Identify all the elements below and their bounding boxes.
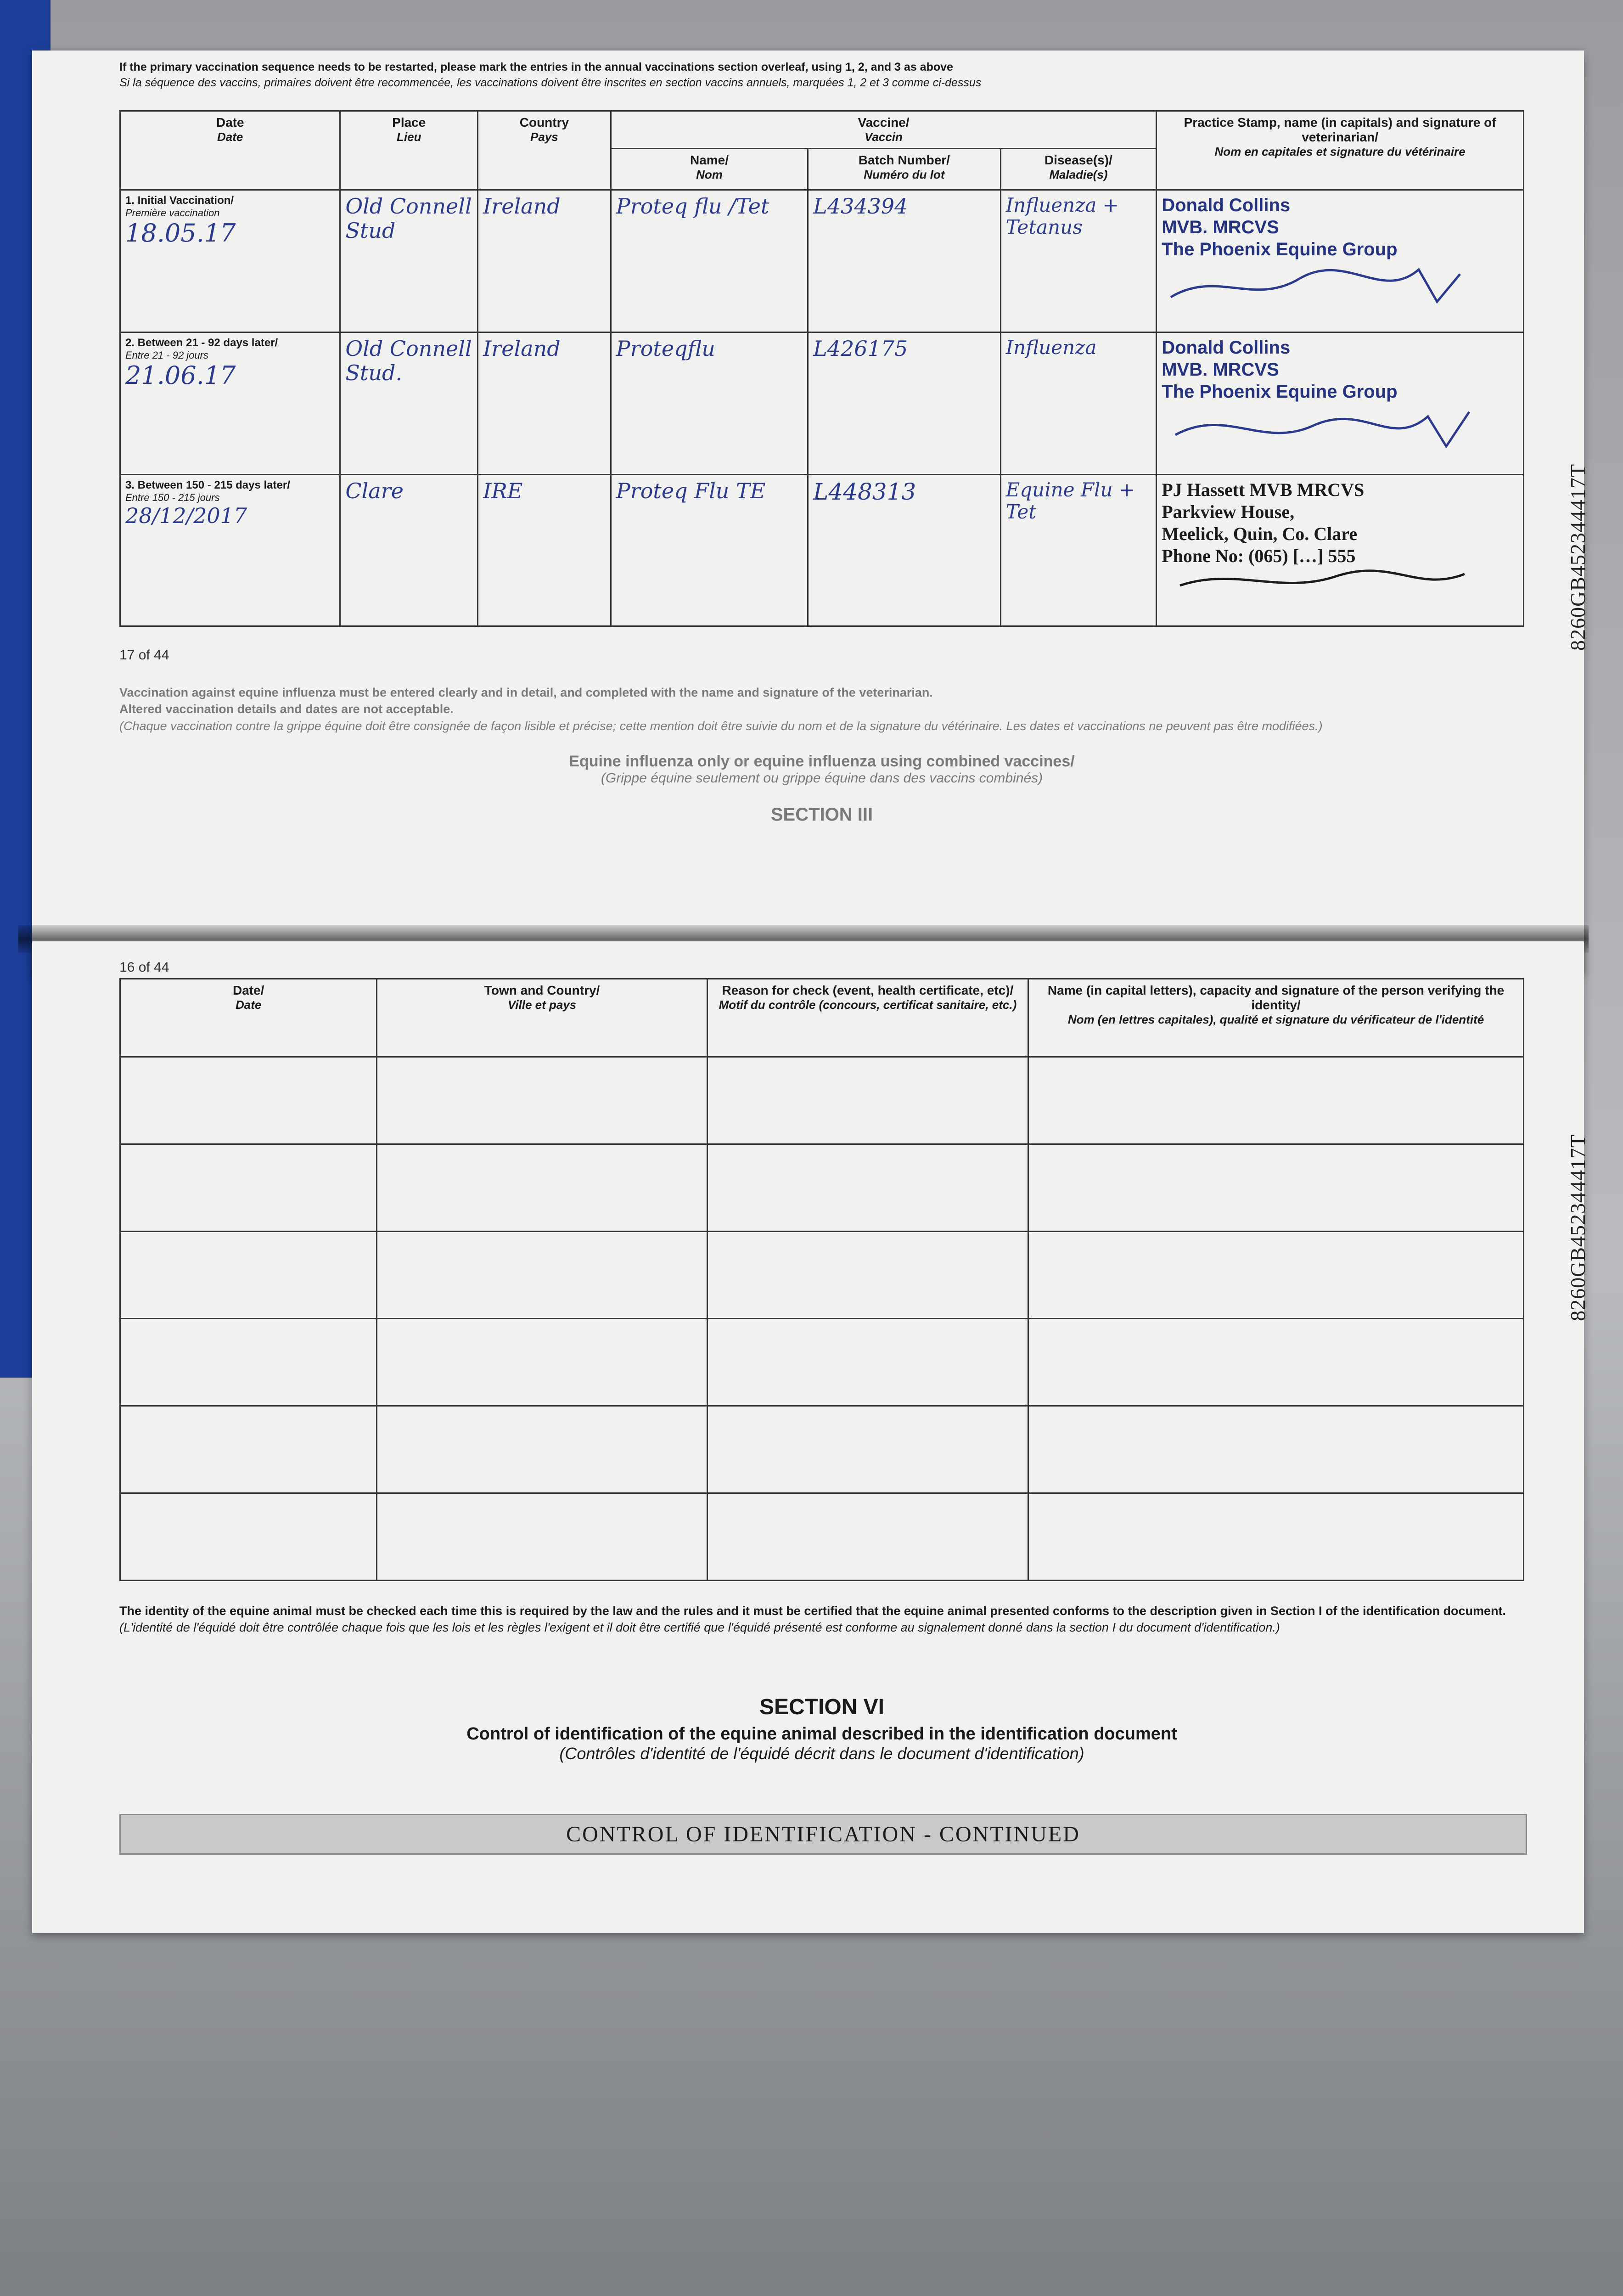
vaccine-name: Proteq flu /Tet	[616, 194, 769, 219]
identification-check-table	[119, 978, 1524, 1581]
vaccination-date: 21.06.17	[125, 361, 236, 390]
stamp-phone: Phone No: (065) […] 555	[1162, 546, 1356, 566]
vaccination-instructions: Vaccination against equine influenza must be entered clearly and in detail, and completed with the name and signature of the veterinarian.	[119, 686, 933, 699]
passport-number-side: 8260GB452344417T	[1566, 1134, 1589, 1321]
row-label: 1. Initial Vaccination/	[125, 194, 234, 207]
col-vaccine: Vaccine/ Vaccin	[611, 111, 1156, 149]
col-date: Date Date	[120, 111, 340, 190]
vaccine-name: Proteqflu	[616, 336, 715, 361]
page-number: 16 of 44	[119, 960, 169, 975]
row-label-fr: Entre 150 - 215 jours	[125, 492, 220, 503]
identification-instructions: The identity of the equine animal must be checked each time this is required by the law and the rules and it must be certified that the equine animal presented conforms to the description given in Section I of the identification document.	[119, 1604, 1506, 1618]
section-vi-title: Control of identification of the equine animal described in the identification document	[466, 1724, 1177, 1744]
col-batch-number: Batch Number/ Numéro du lot	[808, 149, 1000, 190]
footnote-en: If the primary vaccination sequence needs to be restarted, please mark the entries in the annual vaccinations section overleaf, using 1, 2, and 3 as above	[119, 61, 953, 73]
vaccine-diseases: Equine Flu + Tet	[1005, 478, 1135, 523]
vaccination-place: Old Connell Stud	[345, 194, 472, 243]
vaccination-country: IRE	[483, 478, 523, 503]
vaccination-country: Ireland	[483, 194, 561, 219]
col-practice-stamp: Practice Stamp, name (in capitals) and signature of veterinarian/ Nom en capitales et signature du vétérinaire	[1157, 111, 1524, 190]
table-row	[120, 1057, 1524, 1144]
table-row	[120, 1319, 1524, 1406]
col-check-date: Date/ Date	[120, 979, 377, 1057]
vaccination-row-initial	[120, 190, 1524, 332]
section-iii-label: SECTION III	[770, 805, 873, 825]
stamp-qualifications: MVB. MRCVS	[1162, 217, 1279, 237]
section-iii-heading	[119, 684, 1524, 825]
stamp-qualifications: MVB. MRCVS	[1162, 360, 1279, 380]
vaccination-row-third	[120, 475, 1524, 626]
vaccination-instructions-fr: (Chaque vaccination contre la grippe équine doit être consignée de façon lisible et précise; cette mention doit être suivie du nom et de la signature du vétérinaire. Les dates et vaccinations ne peuvent pas être modifiées.)	[119, 719, 1323, 733]
section-vi-heading	[119, 1694, 1524, 1763]
vet-signature	[1162, 403, 1483, 453]
row-label-fr: Première vaccination	[125, 207, 220, 219]
passport-number-side: 8260GB452344417T	[1566, 464, 1589, 651]
stamp-practice: The Phoenix Equine Group	[1162, 382, 1398, 402]
table-row	[120, 1406, 1524, 1493]
vaccination-table	[119, 110, 1524, 627]
table-row	[120, 1232, 1524, 1319]
col-reason-for-check: Reason for check (event, health certificate, etc)/ Motif du contrôle (concours, certificat sanitaire, etc.)	[707, 979, 1028, 1057]
continued-header-bar: CONTROL OF IDENTIFICATION - CONTINUED	[119, 1814, 1527, 1855]
section-iii-title-fr: (Grippe équine seulement ou grippe équine dans des vaccins combinés)	[601, 771, 1043, 786]
stamp-vet-name: PJ Hassett MVB MRCVS	[1162, 479, 1365, 500]
footnote-fr: Si la séquence des vaccins, primaires doivent être recommencée, les vaccinations doivent être inscrites en section vaccins annuels, marquées 1, 2 et 3 comme ci-dessus	[119, 76, 982, 89]
stamp-practice: The Phoenix Equine Group	[1162, 239, 1398, 259]
row-label: 3. Between 150 - 215 days later/	[125, 479, 290, 491]
vaccine-name: Proteq Flu TE	[616, 478, 766, 503]
page-17	[32, 51, 1589, 974]
vaccine-batch-number: L426175	[813, 336, 908, 361]
col-diseases: Disease(s)/ Maladie(s)	[1000, 149, 1157, 190]
vaccination-table-header	[120, 111, 1524, 149]
vaccination-row-second	[120, 332, 1524, 475]
table-row	[120, 1493, 1524, 1581]
vet-signature	[1162, 260, 1483, 311]
identification-table-header	[120, 979, 1524, 1057]
practice-stamp	[1162, 194, 1518, 260]
page-number: 17 of 44	[119, 647, 169, 663]
col-verifier: Name (in capital letters), capacity and signature of the person verifying the identity/ Nom (en lettres capitales), qualité et signature du vérificateur de l'identité	[1028, 979, 1524, 1057]
stamp-vet-name: Donald Collins	[1162, 338, 1291, 358]
vaccine-diseases: Influenza + Tetanus	[1005, 194, 1119, 239]
vaccination-date: 28/12/2017	[125, 503, 247, 528]
vaccine-diseases: Influenza	[1005, 336, 1097, 359]
page-16	[32, 941, 1589, 1933]
vaccination-instructions-note: Altered vaccination details and dates are not acceptable.	[119, 702, 454, 716]
identification-instructions-fr: (L'identité de l'équidé doit être contrôlée chaque fois que les lois et les règles l'exigent et il doit être certifié que l'équidé présenté est conforme au signalement donné dans la section I du document d'identification.)	[119, 1621, 1280, 1635]
vaccination-date: 18.05.17	[125, 219, 236, 248]
row-label-fr: Entre 21 - 92 jours	[125, 349, 208, 361]
vaccination-place: Old Connell Stud.	[345, 336, 472, 385]
section-vi-intro	[119, 1603, 1524, 1636]
stamp-vet-name: Donald Collins	[1162, 195, 1291, 215]
practice-stamp	[1162, 337, 1518, 403]
table-row	[120, 1144, 1524, 1232]
stamp-address-line-2: Meelick, Quin, Co. Clare	[1162, 523, 1358, 544]
col-place: Place Lieu	[340, 111, 478, 190]
section-vi-label: SECTION VI	[759, 1695, 885, 1719]
vaccine-batch-number: L448313	[813, 478, 916, 505]
section-iii-title: Equine influenza only or equine influenza using combined vaccines/	[569, 753, 1075, 771]
practice-stamp	[1162, 479, 1518, 567]
row-label: 2. Between 21 - 92 days later/	[125, 337, 278, 349]
col-country: Country Pays	[478, 111, 611, 190]
col-town-country: Town and Country/ Ville et pays	[377, 979, 707, 1057]
restart-footnote	[119, 60, 1497, 91]
vaccination-place: Clare	[345, 478, 404, 503]
col-vaccine-name: Name/ Nom	[611, 149, 808, 190]
vaccination-date-cell	[120, 190, 340, 332]
vet-signature	[1162, 567, 1483, 595]
vaccination-country: Ireland	[483, 336, 561, 361]
section-vi-title-fr: (Contrôles d'identité de l'équidé décrit dans le document d'identification)	[559, 1744, 1084, 1763]
stamp-address-line-1: Parkview House,	[1162, 501, 1295, 522]
vaccine-batch-number: L434394	[813, 194, 908, 219]
